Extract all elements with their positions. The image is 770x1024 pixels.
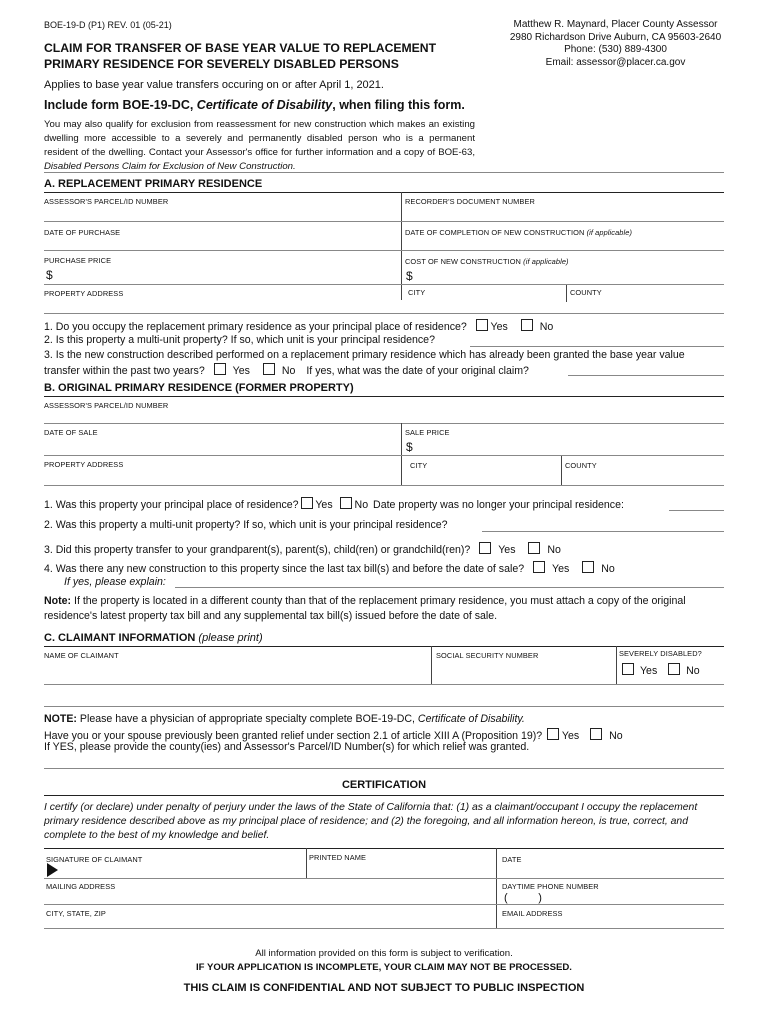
b-q3-yes-checkbox[interactable] — [479, 542, 491, 554]
cert-email-label: EMAIL ADDRESS — [502, 909, 563, 918]
title-line-1: CLAIM FOR TRANSFER OF BASE YEAR VALUE TO REPLACEMENT — [44, 41, 437, 55]
a-q3-answer-line[interactable] — [568, 375, 724, 376]
a-row-line-1 — [44, 221, 724, 222]
include-em: Certificate of Disability — [196, 98, 333, 112]
a-cost-text: COST OF NEW CONSTRUCTION — [405, 257, 521, 266]
a-q3-line1: 3. Is the new construction described performed on a replacement primary residence which has already been granted the base year value — [44, 349, 685, 361]
cert-city-zip-label: CITY, STATE, ZIP — [46, 909, 106, 918]
a-completion-text: DATE OF COMPLETION OF NEW CONSTRUCTION — [405, 228, 585, 237]
c-spouse-yes-label: Yes — [561, 730, 580, 742]
b-q1 — [44, 497, 624, 511]
b-q3-no-checkbox[interactable] — [528, 542, 540, 554]
form-id: BOE-19-D (P1) REV. 01 (05-21) — [44, 20, 172, 30]
cert-row-line-3 — [44, 928, 724, 929]
b-q1-no-label: No — [354, 499, 369, 511]
section-a-county-divider — [566, 285, 567, 302]
b-q4-yes-checkbox[interactable] — [533, 561, 545, 573]
c-disabled-no-label: No — [686, 665, 700, 677]
b-row-line-2 — [44, 455, 724, 456]
section-c-heading — [44, 632, 263, 644]
cert-phone-parens: ( ) — [504, 892, 542, 904]
c-spouse-q-text: Have you or your spouse previously been granted relief under section 2.1 of article XIII A (Proposition 19)? — [44, 730, 543, 742]
a-q1-no-checkbox[interactable] — [521, 319, 533, 331]
c-disabled-yes-label: Yes — [639, 665, 658, 677]
section-c-rule — [44, 646, 724, 647]
footer-confidential: THIS CLAIM IS CONFIDENTIAL AND NOT SUBJECT TO PUBLIC INSPECTION — [183, 982, 585, 994]
b-q4-explain-text: If yes, please explain: — [64, 576, 166, 588]
c-spouse-yes-checkbox[interactable] — [547, 728, 559, 740]
cert-right-divider — [496, 848, 497, 928]
b-q4-no-label: No — [601, 563, 615, 575]
certification-rule — [44, 795, 724, 796]
signature-arrow-icon — [47, 863, 58, 877]
b-q3-text: 3. Did this property transfer to your grandparent(s), parent(s), child(ren) or grandchild(ren)? — [44, 544, 471, 556]
para-main: You may also qualify for exclusion from reassessment for new construction which makes an existing dwelling more accessible to a severely and permanently disabled person who is a permanent resident of the dwelling. Contact your Assessor's office for further information and a copy of BOE-63, — [44, 119, 475, 158]
b-q1-text: 1. Was this property your principal place of residence? — [44, 499, 299, 511]
b-sale-price-label: SALE PRICE — [405, 428, 450, 437]
c-note — [44, 713, 525, 725]
section-b-divider — [401, 423, 402, 485]
a-completion-label — [405, 228, 632, 237]
b-parcel-label: ASSESSOR'S PARCEL/ID NUMBER — [44, 401, 169, 410]
a-q3-yes-label: Yes — [232, 365, 250, 377]
para-em: Disabled Persons Claim for Exclusion of New Construction. — [44, 161, 296, 172]
b-q1-no-checkbox[interactable] — [340, 497, 352, 509]
cert-phone-label: DAYTIME PHONE NUMBER — [502, 882, 599, 891]
b-row-line-1 — [44, 423, 724, 424]
c-ssn-label: SOCIAL SECURITY NUMBER — [436, 651, 539, 660]
a-city-label: CITY — [408, 288, 426, 297]
section-a-heading: A. REPLACEMENT PRIMARY RESIDENCE — [44, 178, 263, 190]
section-b-county-divider — [561, 455, 562, 485]
b-q3 — [44, 542, 561, 556]
cert-mailing-label: MAILING ADDRESS — [46, 882, 116, 891]
b-note — [44, 594, 734, 624]
c-spouse-no-label: No — [609, 730, 623, 742]
a-q3-if-yes: If yes, what was the date of your original claim? — [306, 365, 529, 377]
assessor-phone: Phone: (530) 889-4300 — [564, 44, 667, 55]
c-row-line-1 — [44, 684, 724, 685]
c-note-text: Please have a physician of appropriate specialty complete BOE-19-DC, — [76, 713, 418, 725]
cert-signature-label: SIGNATURE OF CLAIMANT — [46, 855, 143, 864]
cert-row-line-2 — [44, 904, 724, 905]
b-q1-date-text: Date property was no longer your principal residence: — [373, 499, 624, 511]
b-q4-yes-label: Yes — [552, 563, 570, 575]
title-line-2: PRIMARY RESIDENCE FOR SEVERELY DISABLED PERSONS — [44, 57, 399, 71]
a-address-label: PROPERTY ADDRESS — [44, 289, 124, 298]
assessor-name: Matthew R. Maynard, Placer County Assessor — [513, 19, 718, 30]
a-purchase-date-label: DATE OF PURCHASE — [44, 228, 121, 237]
b-q2-answer-line[interactable] — [482, 531, 724, 532]
footer-verification: All information provided on this form is subject to verification. — [255, 948, 513, 959]
a-cost-dollar: $ — [406, 269, 413, 283]
c-spouse-no-checkbox[interactable] — [590, 728, 602, 740]
b-q4-no-checkbox[interactable] — [582, 561, 594, 573]
c-note-bold: NOTE: — [44, 713, 77, 725]
a-purchase-price-label: PURCHASE PRICE — [44, 256, 112, 265]
b-q3-no-label: No — [547, 544, 561, 556]
section-a-rule — [44, 192, 724, 193]
a-county-label: COUNTY — [570, 288, 602, 297]
assessor-address: 2980 Richardson Drive Auburn, CA 95603-2640 — [509, 31, 722, 43]
a-q3-text: transfer within the past two years? — [44, 365, 205, 377]
c-name-divider — [431, 646, 432, 684]
cert-date-label: DATE — [502, 855, 522, 864]
c-answer-line[interactable] — [44, 768, 724, 769]
c-ssn-divider — [616, 646, 617, 684]
a-row-line-4 — [44, 313, 724, 314]
certification-text: I certify (or declare) under penalty of perjury under the laws of the State of California that: (1) as a claimant/occupant I occupy the replacement primary residence described above as my principal place of residence; and (2) the foregoing, and all information hereon, is true, correct, and complete to the best of my knowledge and belief. — [44, 802, 698, 841]
a-q1-yes-label: Yes — [490, 321, 508, 333]
b-county-label: COUNTY — [565, 461, 597, 470]
form-title — [44, 40, 514, 72]
section-c-title: C. CLAIMANT INFORMATION — [44, 632, 196, 644]
c-spouse-if: If YES, please provide the county(ies) and Assessor's Parcel/ID Number(s) for which relief was granted. — [44, 741, 530, 753]
c-row-line-2 — [44, 706, 724, 707]
a-q3-no-checkbox[interactable] — [263, 363, 275, 375]
a-row-line-3 — [44, 284, 724, 285]
section-b-rule — [44, 396, 724, 397]
c-spouse-question — [44, 728, 623, 742]
section-c-em: (please print) — [198, 632, 263, 644]
a-completion-note: (if applicable) — [586, 228, 633, 237]
b-sale-dollar: $ — [406, 440, 413, 454]
c-disabled-no-checkbox[interactable] — [668, 663, 680, 675]
include-suffix: , when filing this form. — [332, 98, 465, 112]
b-q4-explain — [64, 576, 166, 588]
a-q3-no-label: No — [281, 365, 296, 377]
b-q1-date-line[interactable] — [669, 510, 724, 511]
assessor-email: Email: assessor@placer.ca.gov — [545, 56, 686, 68]
cert-row-line-0 — [44, 848, 724, 849]
cert-row-line-1 — [44, 878, 724, 879]
intro-divider — [44, 172, 724, 173]
a-q2-answer-line[interactable] — [470, 346, 724, 347]
a-q2: 2. Is this property a multi-unit property? If so, which unit is your principal residence? — [44, 334, 435, 346]
applies-text: Applies to base year value transfers occuring on or after April 1, 2021. — [44, 79, 384, 91]
a-q1-yes-checkbox[interactable] — [476, 319, 488, 331]
b-sale-date-label: DATE OF SALE — [44, 428, 98, 437]
a-row-line-2 — [44, 250, 724, 251]
a-q3-line2 — [44, 363, 529, 377]
b-city-label: CITY — [410, 461, 428, 470]
a-parcel-label: ASSESSOR'S PARCEL/ID NUMBER — [44, 197, 169, 206]
b-note-bold: Note: — [44, 595, 72, 607]
section-b-heading: B. ORIGINAL PRIMARY RESIDENCE (FORMER PROPERTY) — [44, 382, 354, 394]
b-q2: 2. Was this property a multi-unit property? If so, which unit is your principal residence? — [44, 519, 448, 531]
b-note-text: If the property is located in a different county than that of the replacement primary residence, you must attach a copy of the original residence's latest property tax bill and any supplemental tax bill(s) issued before the date of sale. — [44, 595, 686, 622]
b-q1-yes-checkbox[interactable] — [301, 497, 313, 509]
b-q1-yes-label: Yes — [315, 499, 333, 511]
c-disabled-options — [622, 663, 700, 677]
c-note-em: Certificate of Disability. — [417, 713, 525, 725]
intro-paragraph — [44, 118, 475, 174]
a-q1 — [44, 319, 553, 333]
c-disabled-yes-checkbox[interactable] — [622, 663, 634, 675]
assessor-info — [488, 19, 743, 69]
c-disabled-label: SEVERELY DISABLED? — [619, 649, 702, 658]
b-row-line-3 — [44, 485, 724, 486]
a-q1-no-label: No — [539, 321, 554, 333]
a-purchase-dollar: $ — [46, 268, 53, 282]
cert-printed-name-label: PRINTED NAME — [309, 853, 367, 862]
b-q4-text: 4. Was there any new construction to this property since the last tax bill(s) and before the date of sale? — [44, 563, 525, 575]
b-q3-yes-label: Yes — [498, 544, 516, 556]
a-cost-label — [405, 257, 569, 266]
footer-incomplete: IF YOUR APPLICATION IS INCOMPLETE, YOUR CLAIM MAY NOT BE PROCESSED. — [196, 962, 572, 973]
b-address-label: PROPERTY ADDRESS — [44, 460, 124, 469]
c-name-label: NAME OF CLAIMANT — [44, 651, 119, 660]
include-text — [44, 98, 465, 112]
a-recorder-label: RECORDER'S DOCUMENT NUMBER — [405, 197, 535, 206]
b-q4 — [44, 561, 615, 575]
a-cost-note: (if applicable) — [523, 257, 569, 266]
cert-sig-divider — [306, 848, 307, 878]
a-q1-text: 1. Do you occupy the replacement primary residence as your principal place of residence? — [44, 321, 467, 333]
include-prefix: Include form BOE-19-DC, — [44, 98, 197, 112]
b-q4-explain-line[interactable] — [175, 587, 724, 588]
certification-heading: CERTIFICATION — [341, 779, 427, 791]
a-q3-yes-checkbox[interactable] — [214, 363, 226, 375]
